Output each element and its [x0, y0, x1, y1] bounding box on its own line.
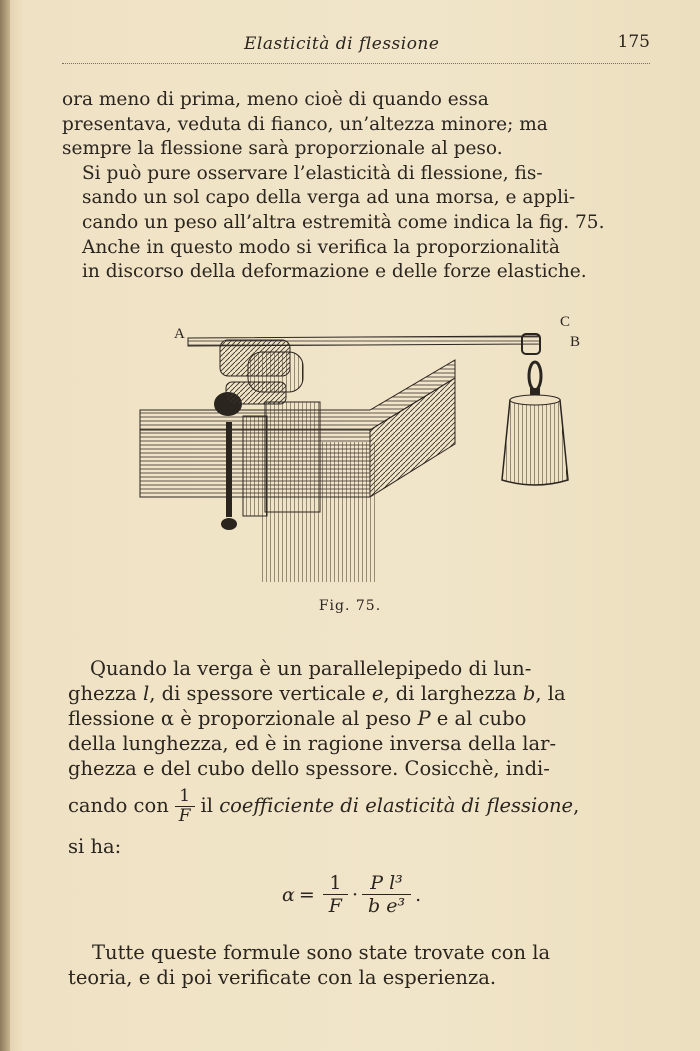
- text-line: della lunghezza, ed è in ragione inversa della lar-: [68, 732, 557, 755]
- text-line: presentava, veduta di fianco, un’altezza minore; ma: [62, 113, 548, 135]
- text-line: Tutte queste formule sono state trovate con la: [92, 941, 551, 964]
- text-line: ghezza e del cubo dello spessore. Cosicchè, indi-: [68, 757, 550, 780]
- label-c: C: [560, 314, 571, 330]
- page-header: [62, 28, 650, 62]
- coefficient-term: coefficiente di elasticità di flessione: [219, 794, 574, 817]
- running-title: Elasticità di flessione: [244, 34, 440, 54]
- formula-fraction-2: $\frac{\text{P l³}}{\text{b e³}}$: [362, 872, 411, 917]
- book-spine: [0, 0, 10, 1051]
- formula-fraction-1: $\frac{1}{F}$: [323, 872, 348, 917]
- label-b: B: [570, 334, 581, 350]
- weight: [502, 362, 568, 485]
- fraction-1-over-f: $\frac{1}{F}$: [175, 787, 195, 826]
- text-line: ghezza l, di spessore verticale e, di larghezza b, la: [68, 682, 566, 705]
- text-line: cando con $\frac{1}{F}$ il coefficiente di elasticità di flessione,: [68, 786, 580, 826]
- text-line: flessione α è proporzionale al peso P e al cubo: [68, 707, 527, 730]
- flexion-formula: α = $\frac{1}{F}$ · $\frac{\text{P l³}}{\text{b e³}}$ .: [282, 872, 422, 917]
- text-line: cando un peso all’altra estremità come indica la fig. 75.: [82, 211, 605, 233]
- text-line: ora meno di prima, meno cioè di quando essa: [62, 89, 489, 110]
- paragraph-1: [62, 88, 650, 285]
- figure-75-vise-illustration: [130, 312, 590, 594]
- text-line: sempre la flessione sarà proporzionale al peso.: [62, 138, 503, 160]
- text-line: Quando la verga è un parallelepipedo di lun-: [90, 657, 532, 680]
- vise: [214, 340, 320, 530]
- si-ha: si ha:: [68, 835, 122, 858]
- header-rule: [62, 63, 650, 64]
- text-line: Si può pure osservare l’elasticità di flessione, fis-: [82, 162, 543, 184]
- label-a: A: [174, 326, 185, 342]
- text-line: Anche in questo modo si verifica la proporzionalità: [82, 236, 560, 258]
- text-line: in discorso della deformazione e delle forze elastiche.: [82, 261, 587, 283]
- text-line: teoria, e di poi verificate con la esperienza.: [68, 966, 497, 989]
- vise-engraving: [130, 312, 590, 594]
- paragraph-3: [68, 940, 654, 990]
- paragraph-2: [68, 656, 654, 826]
- text-line: sando un sol capo della verga ad una morsa, e appli-: [82, 187, 576, 209]
- figure-caption: Fig. 75.: [318, 598, 382, 614]
- page-number: 175: [617, 32, 650, 52]
